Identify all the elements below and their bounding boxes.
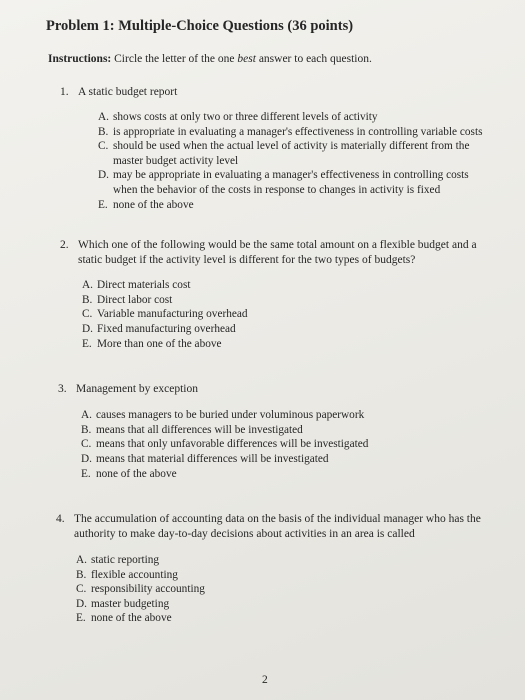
- question-text: The accumulation of accounting data on the basis of the individual manager who has the authority to make day-to-day decisions about activities in an area is called: [74, 513, 481, 541]
- question-1-options: [98, 110, 493, 212]
- question-number: 4.: [56, 513, 65, 526]
- option-text: Fixed manufacturing overhead: [97, 322, 236, 335]
- option-a[interactable]: [81, 408, 501, 423]
- option-letter: E.: [76, 612, 86, 625]
- option-c[interactable]: [76, 582, 501, 597]
- option-text: Direct labor cost: [97, 293, 173, 306]
- option-letter: B.: [81, 423, 92, 436]
- question-text: Management by exception: [76, 383, 198, 396]
- question-text: Which one of the following would be the same total amount on a flexible budget and a static budget if the activity level is different for the two types of budgets?: [78, 239, 477, 267]
- option-text: none of the above: [91, 612, 172, 625]
- option-e[interactable]: [81, 467, 501, 482]
- option-text: means that all differences will be investigated: [96, 423, 303, 436]
- option-letter: B.: [98, 125, 109, 138]
- option-text: Variable manufacturing overhead: [97, 308, 248, 321]
- option-text: master budgeting: [91, 597, 170, 610]
- option-b[interactable]: [76, 568, 501, 583]
- option-d[interactable]: [81, 452, 501, 467]
- question-3-stem: [58, 382, 501, 397]
- option-e[interactable]: [98, 198, 493, 213]
- question-number: 2.: [60, 239, 69, 252]
- option-letter: C.: [76, 583, 87, 596]
- question-3: [58, 382, 501, 481]
- option-text: responsibility accounting: [91, 583, 205, 596]
- instructions-label: Instructions:: [48, 53, 112, 65]
- instructions-emphasis: best: [237, 53, 256, 65]
- question-3-options: [81, 408, 501, 481]
- option-letter: D.: [98, 169, 109, 182]
- option-letter: A.: [82, 279, 93, 292]
- option-a[interactable]: [76, 553, 501, 568]
- option-c[interactable]: [98, 139, 493, 168]
- option-text: should be used when the actual level of activity is materially different from the master budget activity level: [113, 140, 470, 167]
- option-letter: D.: [76, 597, 87, 610]
- page-title: Problem 1: Multiple-Choice Questions (36 points): [46, 18, 354, 34]
- question-2-stem: [60, 238, 501, 268]
- question-1: [60, 85, 501, 212]
- option-text: flexible accounting: [91, 568, 178, 581]
- question-4-options: [76, 553, 501, 626]
- option-text: is appropriate in evaluating a manager's effectiveness in controlling variable costs: [113, 125, 483, 138]
- option-e[interactable]: [82, 337, 501, 352]
- option-d[interactable]: [82, 322, 501, 337]
- option-letter: E.: [98, 198, 108, 211]
- option-letter: D.: [82, 322, 93, 335]
- option-letter: B.: [82, 293, 93, 306]
- question-text: A static budget report: [78, 86, 178, 98]
- option-b[interactable]: [98, 125, 493, 140]
- option-letter: E.: [82, 337, 92, 350]
- question-number: 1.: [60, 86, 69, 98]
- option-c[interactable]: [81, 437, 501, 452]
- option-letter: B.: [76, 568, 87, 581]
- option-d[interactable]: [76, 597, 501, 612]
- option-letter: A.: [98, 111, 109, 123]
- option-text: static reporting: [91, 554, 160, 567]
- instructions-text: Circle the letter of the one: [111, 53, 238, 65]
- option-letter: D.: [81, 452, 92, 465]
- instructions: [48, 53, 501, 65]
- option-text: shows costs at only two or three different levels of activity: [113, 111, 378, 123]
- option-letter: A.: [81, 409, 92, 422]
- option-text: More than one of the above: [97, 337, 222, 350]
- option-a[interactable]: [82, 278, 501, 293]
- option-a[interactable]: [98, 110, 493, 125]
- option-text: may be appropriate in evaluating a manager's effectiveness in controlling costs when the behavior of the costs in response to changes in activity is fixed: [113, 169, 469, 196]
- option-text: none of the above: [113, 198, 194, 211]
- option-text: none of the above: [96, 467, 177, 480]
- question-2-options: [82, 278, 501, 351]
- option-text: causes managers to be buried under voluminous paperwork: [96, 409, 365, 422]
- option-letter: C.: [81, 438, 92, 451]
- option-text: Direct materials cost: [97, 279, 191, 292]
- option-d[interactable]: [98, 168, 493, 197]
- option-c[interactable]: [82, 307, 501, 322]
- option-letter: C.: [98, 140, 109, 153]
- option-letter: E.: [81, 467, 91, 480]
- instructions-text-end: answer to each question.: [255, 53, 372, 65]
- question-4: [56, 512, 501, 626]
- option-letter: C.: [82, 308, 93, 321]
- question-1-stem: [60, 85, 501, 100]
- question-number: 3.: [58, 383, 67, 396]
- option-e[interactable]: [76, 611, 501, 626]
- option-b[interactable]: [82, 293, 501, 308]
- option-text: means that material differences will be investigated: [96, 452, 329, 465]
- question-4-stem: [56, 512, 501, 542]
- option-b[interactable]: [81, 423, 501, 438]
- option-text: means that only unfavorable differences will be investigated: [96, 438, 369, 451]
- option-letter: A.: [76, 554, 87, 567]
- question-2: [60, 238, 501, 351]
- page-number: 2: [262, 674, 268, 686]
